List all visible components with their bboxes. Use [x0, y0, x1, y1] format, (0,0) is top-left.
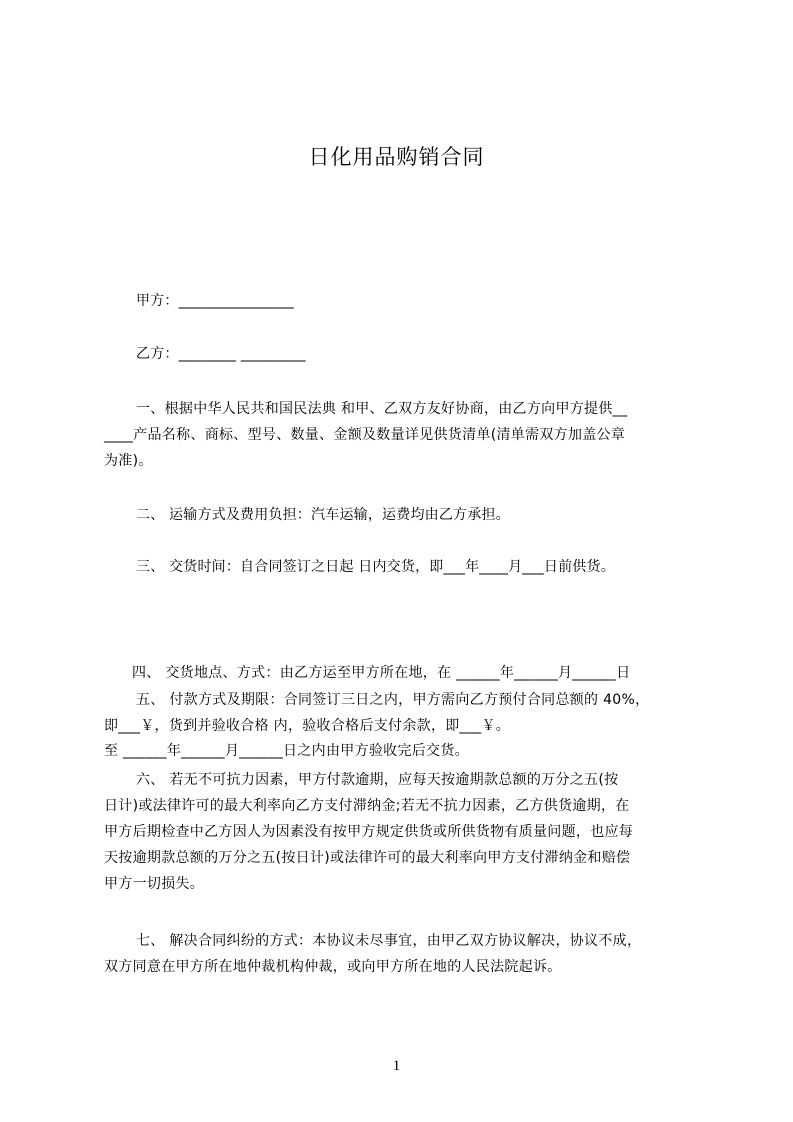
- clause-7-line: 七、 解决合同纠纷的方式：本协议未尽事宜，由甲乙双方协议解决，协议不成，: [136, 933, 642, 949]
- party-b-line: 乙方：________ _________: [136, 346, 306, 362]
- clause-1-line: 一、根据中华人民共和国民法典 和甲、乙双方友好协商，由乙方向甲方提供__: [136, 401, 628, 417]
- clause-5-line: 五、 付款方式及期限：合同签订三日之内，甲方需向乙方预付合同总额的 40%，: [136, 692, 650, 708]
- clause-2: 二、 运输方式及费用负担：汽车运输，运费均由乙方承担。: [136, 507, 510, 523]
- page-number: 1: [392, 1058, 401, 1074]
- clause-3: 三、 交货时间：自合同签订之日起 日内交货，即___年____月___日前供货。: [136, 559, 615, 575]
- document-title: 日化用品购销合同: [308, 145, 485, 169]
- clause-1-line: ____产品名称、商标、型号、数量、金额及数量详见供货清单(清单需双方加盖公章: [104, 427, 626, 443]
- clause-6-line: 六、 若无不可抗力因素，甲方付款逾期，应每天按逾期款总额的万分之五(按: [136, 772, 619, 788]
- clause-6-line: 天按逾期款总额的万分之五(按日计)或法律许可的最大利率向甲方支付滞纳金和赔偿: [104, 850, 631, 866]
- clause-6: [104, 767, 704, 897]
- clause-6-line: 日计)或法律许可的最大利率向乙方支付滞纳金;若无不抗力因素，乙方供货逾期，在: [104, 798, 630, 814]
- clause-5-line: 即___￥，货到并验收合格 内，验收合格后支付余款，即___￥。: [104, 718, 511, 734]
- clause-1-line: 为准)。: [104, 453, 153, 469]
- clause-4-line: 至 ______年______月______日之内由甲方验收完后交货。: [104, 743, 469, 759]
- clause-6-line: 甲方后期检查中乙方因人为因素没有按甲方规定供货或所供货物有质量问题，也应每: [104, 824, 634, 840]
- clause-7: [104, 928, 704, 980]
- party-a-line: 甲方：________________: [136, 293, 294, 309]
- clause-5: [104, 687, 704, 739]
- clause-4-line: 四、 交货地点、方式：由乙方运至甲方所在地，在 ______年______月______日: [132, 665, 631, 681]
- clause-6-line: 甲方一切损失。: [104, 876, 205, 892]
- clause-1: [104, 396, 704, 474]
- clause-7-line: 双方同意在甲方所在地仲裁机构仲裁，或向甲方所在地的人民法院起诉。: [104, 959, 562, 975]
